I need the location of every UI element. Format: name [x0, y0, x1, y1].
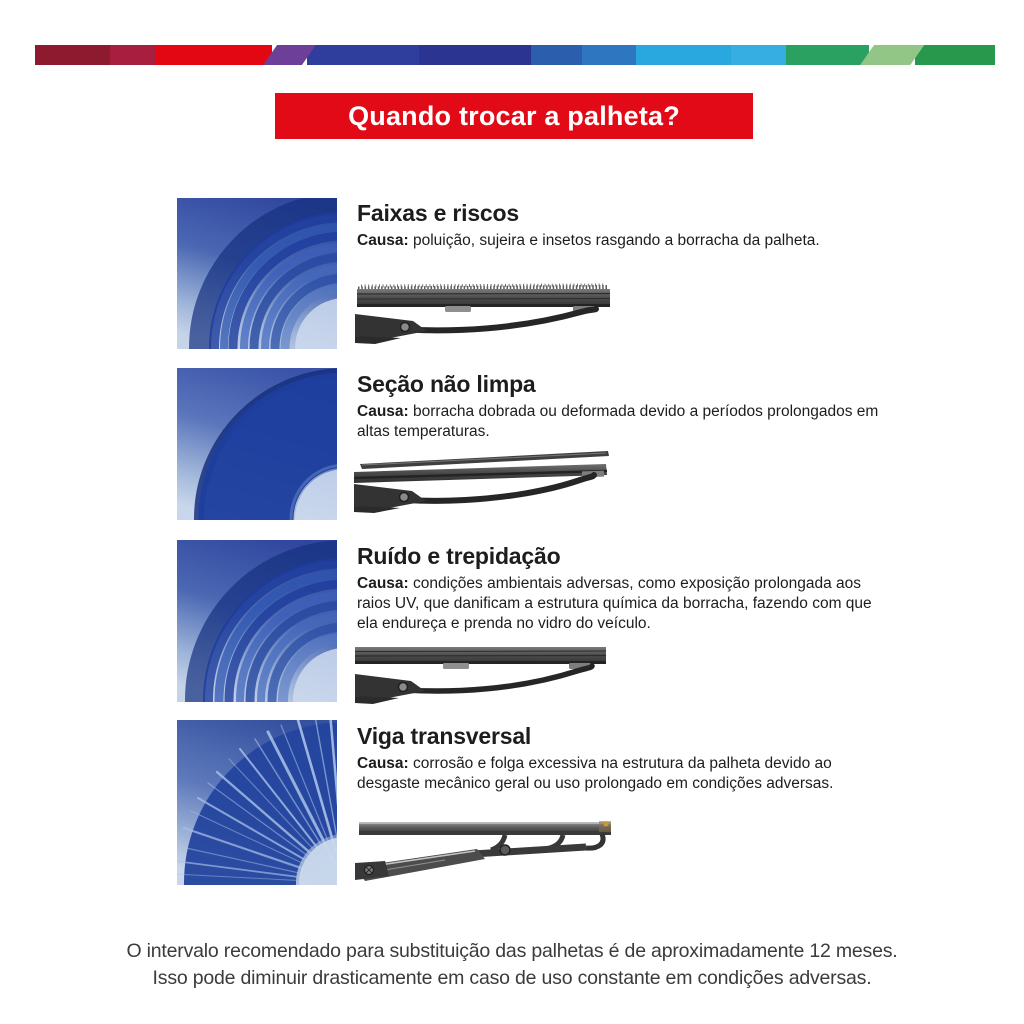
- section-title: Seção não limpa: [357, 371, 536, 397]
- cause-text: corrosão e folga excessiva na estrutura da palheta devido ao desgaste mecânico geral ou uso prolongado em condições adversas.: [357, 755, 834, 792]
- footer-line-1: O intervalo recomendado para substituição das palhetas é de aproximadamente 12 meses.: [126, 940, 898, 962]
- title-banner: [275, 93, 753, 139]
- cause-paragraph: [357, 402, 881, 442]
- cause-text: borracha dobrada ou deformada devido a períodos prolongados em altas temperaturas.: [357, 403, 879, 440]
- wiper-blade-smooth-image: [355, 643, 613, 707]
- color-bar-segment: [35, 45, 110, 65]
- color-bar-segment: [307, 45, 419, 65]
- windshield-arc-chatter-marks-image: [177, 540, 337, 702]
- cause-label: Causa:: [357, 403, 409, 420]
- color-bar-segment: [582, 45, 636, 65]
- color-bar-segment: [786, 45, 869, 65]
- cause-label: Causa:: [357, 755, 409, 772]
- wiper-blade-corroded-frame-image: [355, 813, 619, 889]
- cause-text: condições ambientais adversas, como exposição prolongada aos raios UV, que danificam a estrutura química da borracha, fazendo com que ela endureça e prenda no vidro do veículo.: [357, 575, 872, 632]
- cause-label: Causa:: [357, 575, 409, 592]
- cause-paragraph: [357, 754, 881, 794]
- wiper-blade-frayed-rubber-image: [355, 281, 617, 345]
- color-bar-segment: [419, 45, 531, 65]
- section-title: Viga transversal: [357, 723, 532, 749]
- cause-paragraph: [357, 574, 881, 634]
- section-viga-transversal: [357, 723, 881, 794]
- cause-text: poluição, sujeira e insetos rasgando a borracha da palheta.: [413, 232, 820, 249]
- section-title: Faixas e riscos: [357, 200, 519, 226]
- footer-note: [0, 938, 1024, 992]
- cause-label: Causa:: [357, 232, 409, 249]
- section-title: Ruído e trepidação: [357, 543, 561, 569]
- color-bar-segment: [636, 45, 731, 65]
- page-title: Quando trocar a palheta?: [348, 100, 680, 131]
- footer-line-2: Isso pode diminuir drasticamente em caso de uso constante em condições adversas.: [152, 967, 872, 989]
- windshield-arc-streaks-image: [177, 198, 337, 349]
- color-bar-segment: [155, 45, 272, 65]
- windshield-arc-smooth-band-image: [177, 368, 337, 520]
- color-bar-segment: [110, 45, 156, 65]
- section-ruido-e-trepidacao: [357, 543, 881, 634]
- color-bar-segment: [915, 45, 995, 65]
- brand-color-bar: [35, 45, 995, 65]
- wiper-blade-detached-rubber-image: [354, 448, 620, 514]
- section-secao-nao-limpa: [357, 371, 881, 442]
- section-faixas-e-riscos: [357, 200, 881, 251]
- color-bar-segment: [731, 45, 786, 65]
- windshield-fan-rays-image: [177, 720, 337, 885]
- color-bar-segment: [531, 45, 583, 65]
- cause-paragraph: [357, 231, 881, 251]
